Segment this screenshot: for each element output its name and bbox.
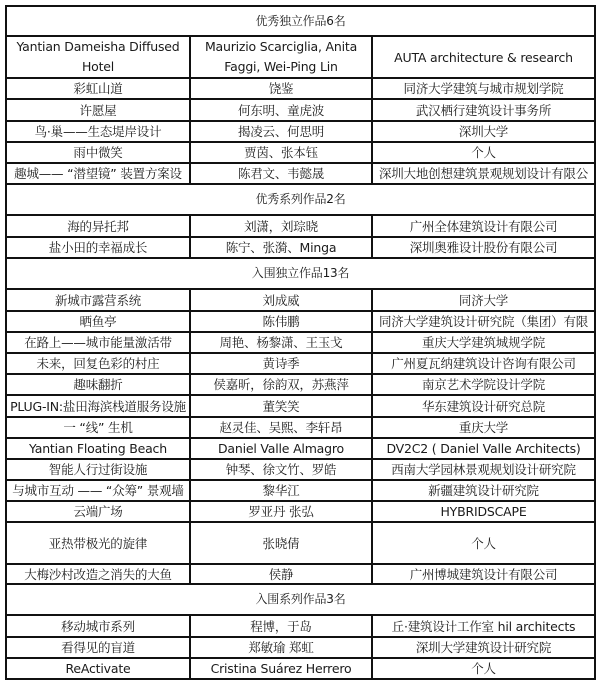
table-row	[6, 459, 595, 480]
table-row	[6, 311, 595, 332]
work-title: 新城市露营系统	[6, 289, 190, 311]
organization: 深圳大学建筑设计研究院	[372, 637, 595, 658]
work-title: 雨中微笑	[6, 142, 190, 163]
organization: 武汉栖行建筑设计事务所	[372, 99, 595, 121]
work-title: 智能人行过街设施	[6, 459, 190, 480]
organization: 广州夏瓦纳建筑设计咨询有限公司	[372, 353, 595, 374]
table-row	[6, 522, 595, 564]
section-header-row	[6, 258, 595, 289]
table-row	[6, 332, 595, 353]
section-header-row	[6, 584, 595, 615]
work-title: 在路上——城市能量激活带	[6, 332, 190, 353]
work-title: 一 “线” 生机	[6, 417, 190, 438]
author-names: 揭凌云、何思明	[190, 121, 372, 142]
organization: 个人	[372, 522, 595, 564]
author-names: Cristina Suárez Herrero	[190, 658, 372, 679]
organization: 新疆建筑设计研究院	[372, 480, 595, 501]
section-title: 优秀系列作品2名	[6, 184, 595, 215]
author-names: Daniel Valle Almagro	[190, 438, 372, 459]
author-names: 刘潇，刘琮晓	[190, 215, 372, 237]
table-row	[6, 501, 595, 522]
table-row	[6, 121, 595, 142]
work-title: 海的异托邦	[6, 215, 190, 237]
table-row	[6, 395, 595, 417]
author-names: 贾茵、张本钰	[190, 142, 372, 163]
work-title: 云端广场	[6, 501, 190, 522]
organization: 同济大学建筑设计研究院（集团）有限	[372, 311, 595, 332]
author-names: 何东明、童虎波	[190, 99, 372, 121]
organization: 南京艺术学院设计学院	[372, 374, 595, 395]
work-title: 大梅沙村改造之消失的大鱼	[6, 564, 190, 584]
author-names: 郑敏瑜 郑虹	[190, 637, 372, 658]
organization: HYBRIDSCAPE	[372, 501, 595, 522]
organization: 广州博城建筑设计有限公司	[372, 564, 595, 584]
work-title: 趣城—— “潜望镜” 装置方案设	[6, 163, 190, 184]
work-title: 未来，回复色彩的村庄	[6, 353, 190, 374]
table-row	[6, 215, 595, 237]
author-names: 刘成威	[190, 289, 372, 311]
table-row	[6, 237, 595, 258]
author-names: 赵灵佳、吴熙、李轩昂	[190, 417, 372, 438]
section-header-row	[6, 6, 595, 36]
table-row	[6, 564, 595, 584]
author-names: 陈宁、张漪、Minga	[190, 237, 372, 258]
organization: 重庆大学建筑城规学院	[372, 332, 595, 353]
organization: 深圳奥雅设计股份有限公司	[372, 237, 595, 258]
section-title: 入围系列作品3名	[6, 584, 595, 615]
table-row	[6, 36, 595, 78]
work-title: Yantian Floating Beach	[6, 438, 190, 459]
organization: 深圳大学	[372, 121, 595, 142]
author-names: 黄诗季	[190, 353, 372, 374]
author-names: 董笑笑	[190, 395, 372, 417]
work-title: 彩虹山道	[6, 78, 190, 99]
author-names: 陈君文、韦懿晟	[190, 163, 372, 184]
section-header-row	[6, 184, 595, 215]
author-names: 周艳、杨黎潇、王玉戈	[190, 332, 372, 353]
author-names: 黎华江	[190, 480, 372, 501]
table-row	[6, 78, 595, 99]
organization: 个人	[372, 658, 595, 679]
table-row	[6, 163, 595, 184]
section-title: 入围独立作品13名	[6, 258, 595, 289]
table-row	[6, 438, 595, 459]
table-row	[6, 374, 595, 395]
organization: 同济大学	[372, 289, 595, 311]
author-names: Maurizio Scarciglia, Anita Faggi, Wei-Ping Lin	[190, 36, 372, 78]
work-title: PLUG-IN:盐田海滨栈道服务设施	[6, 395, 190, 417]
organization: 同济大学建筑与城市规划学院	[372, 78, 595, 99]
table-row	[6, 615, 595, 637]
table-row	[6, 658, 595, 679]
organization: DV2C2 ( Daniel Valle Architects)	[372, 438, 595, 459]
table-row	[6, 480, 595, 501]
organization: 广州全体建筑设计有限公司	[372, 215, 595, 237]
author-names: 侯嘉昕，徐韵双，苏燕萍	[190, 374, 372, 395]
work-title: 看得见的盲道	[6, 637, 190, 658]
table-row	[6, 99, 595, 121]
work-title: Yantian Dameisha Diffused Hotel	[6, 36, 190, 78]
work-title: 趣味翻折	[6, 374, 190, 395]
organization: 个人	[372, 142, 595, 163]
organization: 深圳大地创想建筑景观规划设计有限公	[372, 163, 595, 184]
table-body	[6, 6, 595, 679]
work-title: 亚热带极光的旋律	[6, 522, 190, 564]
organization: 华东建筑设计研究总院	[372, 395, 595, 417]
work-title: ReActivate	[6, 658, 190, 679]
table-row	[6, 637, 595, 658]
organization: 西南大学园林景观规划设计研究院	[372, 459, 595, 480]
work-title: 晒鱼亭	[6, 311, 190, 332]
awards-table	[5, 5, 596, 680]
author-names: 饶鉴	[190, 78, 372, 99]
table-row	[6, 417, 595, 438]
work-title: 许愿屋	[6, 99, 190, 121]
organization: AUTA architecture & research	[372, 36, 595, 78]
author-names: 程博，于岛	[190, 615, 372, 637]
table-row	[6, 289, 595, 311]
author-names: 侯静	[190, 564, 372, 584]
work-title: 盐小田的幸福成长	[6, 237, 190, 258]
work-title: 与城市互动 —— “众筹” 景观墙	[6, 480, 190, 501]
organization: 丘·建筑设计工作室 hil architects	[372, 615, 595, 637]
author-names: 钟琴、徐文竹、罗皓	[190, 459, 372, 480]
work-title: 鸟·巢——生态堤岸设计	[6, 121, 190, 142]
table-row	[6, 142, 595, 163]
author-names: 陈伟鹏	[190, 311, 372, 332]
work-title: 移动城市系列	[6, 615, 190, 637]
author-names: 张晓倩	[190, 522, 372, 564]
section-title: 优秀独立作品6名	[6, 6, 595, 36]
table-row	[6, 353, 595, 374]
organization: 重庆大学	[372, 417, 595, 438]
author-names: 罗亚丹 张弘	[190, 501, 372, 522]
